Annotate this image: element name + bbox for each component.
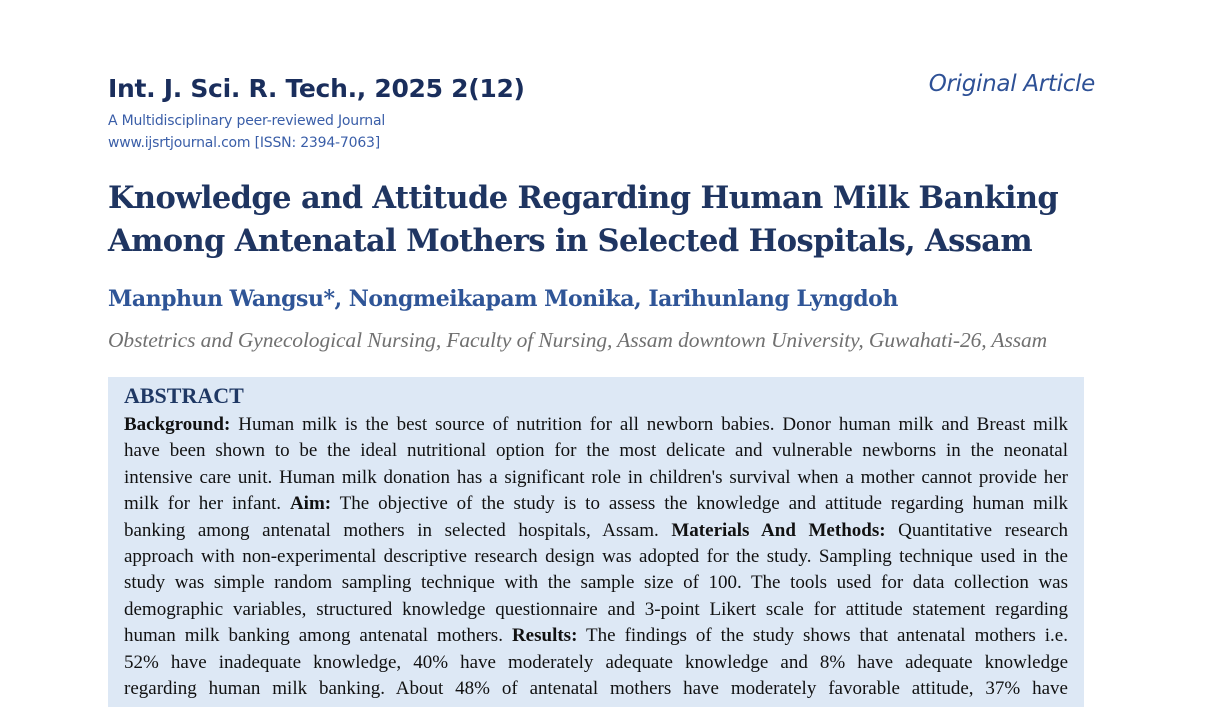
abstract-body: [124, 412, 1068, 702]
abstract-line: [124, 544, 1068, 570]
abstract-text: have been shown to be the ideal nutritional option for the most delicate and vulnerable newborns in the neonatal: [124, 440, 1068, 462]
author-list: Manphun Wangsu*, Nongmeikapam Monika, Iarihunlang Lyngdoh: [108, 286, 898, 312]
abstract-text: 52% have inadequate knowledge, 40% have moderately adequate knowledge and 8% have adequate knowledge: [124, 651, 1068, 673]
abstract-line: [124, 676, 1068, 702]
abstract-text: demographic variables, structured knowledge questionnaire and 3-point Likert scale for attitude statement regarding: [124, 598, 1068, 620]
abstract-text: The objective of the study is to assess the knowledge and attitude regarding human milk: [331, 493, 1068, 515]
paper-title-line: Among Antenatal Mothers in Selected Hospitals, Assam: [108, 223, 1033, 259]
journal-subtitle: A Multidisciplinary peer-reviewed Journal: [108, 113, 386, 129]
author-affiliation: Obstetrics and Gynecological Nursing, Faculty of Nursing, Assam downtown University, Guwahati-26, Assam: [108, 328, 1048, 352]
abstract-line: [124, 597, 1068, 623]
abstract-section-label: Materials And Methods:: [671, 519, 886, 541]
abstract-line: [124, 412, 1068, 438]
abstract-text: The findings of the study shows that antenatal mothers i.e.: [577, 625, 1068, 647]
abstract-text: milk for her infant.: [124, 493, 290, 515]
abstract-heading: ABSTRACT: [124, 383, 244, 408]
abstract-text: study was simple random sampling technique with the sample size of 100. The tools used for data collection was: [124, 572, 1068, 594]
article-type-label: Original Article: [928, 71, 1095, 97]
journal-title: Int. J. Sci. R. Tech., 2025 2(12): [108, 74, 525, 103]
journal-website: www.ijsrtjournal.com [ISSN: 2394-7063]: [108, 135, 380, 151]
abstract-text: banking among antenatal mothers in selected hospitals, Assam.: [124, 519, 672, 541]
abstract-text: regarding human milk banking. About 48% of antenatal mothers have moderately favorable attitude, 37% have: [124, 677, 1068, 699]
abstract-line: [124, 465, 1068, 491]
abstract-text: approach with non-experimental descriptive research design was adopted for the study. Sampling technique used in the: [124, 545, 1068, 567]
abstract-line: [124, 650, 1068, 676]
paper-title: [108, 177, 1108, 263]
abstract-line: [124, 518, 1068, 544]
abstract-section-label: Aim:: [289, 493, 332, 515]
abstract-text: human milk banking among antenatal mothers.: [124, 625, 512, 647]
abstract-text: intensive care unit. Human milk donation has a significant role in children's survival when a mother cannot provide her: [124, 466, 1068, 488]
abstract-text: Human milk is the best source of nutrition for all newborn babies. Donor human milk and Breast milk: [230, 414, 1068, 435]
abstract-section-label: Background:: [124, 414, 231, 435]
abstract-line: [124, 491, 1068, 517]
abstract-section-label: Results:: [511, 625, 578, 647]
paper-title-line: Knowledge and Attitude Regarding Human Milk Banking: [108, 180, 1059, 216]
abstract-line: [124, 623, 1068, 649]
abstract-text: Quantitative research: [885, 519, 1068, 541]
abstract-section: [108, 377, 1084, 707]
abstract-line: [124, 570, 1068, 596]
abstract-line: [124, 438, 1068, 464]
